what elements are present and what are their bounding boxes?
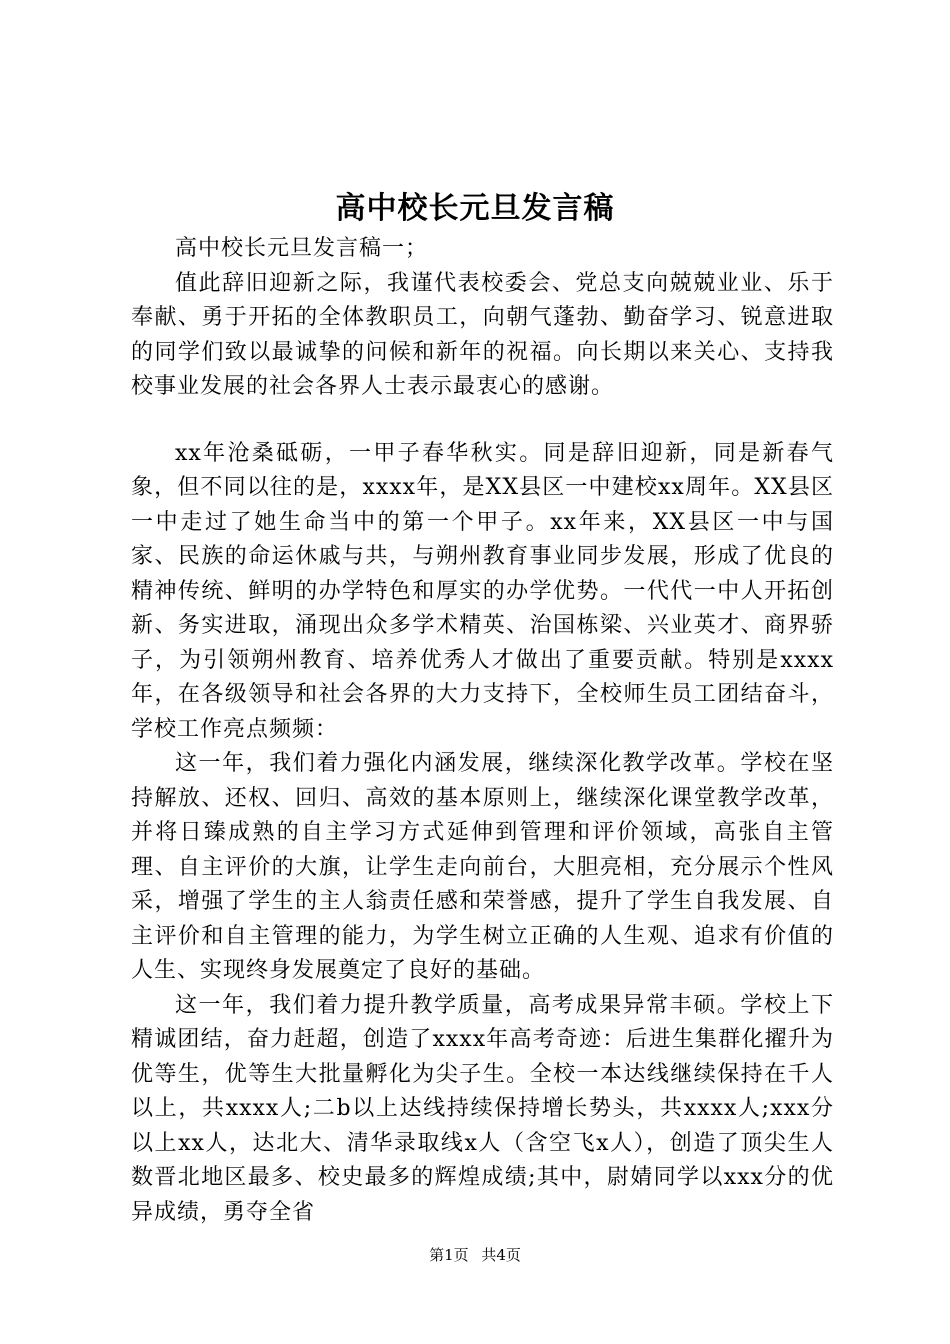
paragraph-exam-results: 这一年，我们着力提升教学质量，高考成果异常丰硕。学校上下精诚团结，奋力赶超，创造了xxxx年高考奇迹：后进生集群化擢升为优等生，优等生大批量孵化为尖子生。全校一本达线继续保持在千人以上，共xxxx人;二b以上达线持续保持增长势头，共xxxx人;xxx分以上xx人，达北大、清华录取线x人（含空飞x人），创造了顶尖生人数晋北地区最多、校史最多的辉煌成绩;其中，尉婧同学以xxx分的优异成绩，勇夺全省	[131, 992, 834, 1225]
page-total: 共4页	[481, 1246, 521, 1264]
paragraph-subtitle: 高中校长元旦发言稿一；	[175, 236, 429, 261]
page-number: 第1页	[429, 1246, 469, 1264]
page-footer	[0, 1244, 950, 1266]
document-title: 高中校长元旦发言稿	[335, 191, 615, 226]
paragraph-greeting: 值此辞旧迎新之际，我谨代表校委会、党总支向兢兢业业、乐于奉献、勇于开拓的全体教职员工，向朝气蓬勃、勤奋学习、锐意进取的同学们致以最诚挚的问候和新年的祝福。向长期以来关心、支持我校事业发展的社会各界人士表示最衷心的感谢。	[131, 270, 834, 399]
document-body	[131, 232, 834, 1230]
paragraph-teaching-reform: 这一年，我们着力强化内涵发展，继续深化教学改革。学校在坚持解放、还权、回归、高效的基本原则上，继续深化课堂教学改革，并将日臻成熟的自主学习方式延伸到管理和评价领域，高张自主管理、自主评价的大旗，让学生走向前台，大胆亮相，充分展示个性风采，增强了学生的主人翁责任感和荣誉感，提升了学生自我发展、自主评价和自主管理的能力，为学生树立正确的人生观、追求有价值的人生、实现终身发展奠定了良好的基础。	[131, 751, 834, 983]
paragraph-anniversary: xx年沧桑砥砺，一甲子春华秋实。同是辞旧迎新，同是新春气象，但不同以往的是，xxxx年，是XX县区一中建校xx周年。XX县区一中走过了她生命当中的第一个甲子。xx年来，XX县区一中与国家、民族的命运休戚与共，与朔州教育事业同步发展，形成了优良的精神传统、鲜明的办学特色和厚实的办学优势。一代代一中人开拓创新、务实进取，涌现出众多学术精英、治国栋梁、兴业英才、商界骄子，为引领朔州教育、培养优秀人才做出了重要贡献。特别是xxxx年，在各级领导和社会各界的大力支持下，全校师生员工团结奋斗，学校工作亮点频频：	[131, 440, 834, 742]
